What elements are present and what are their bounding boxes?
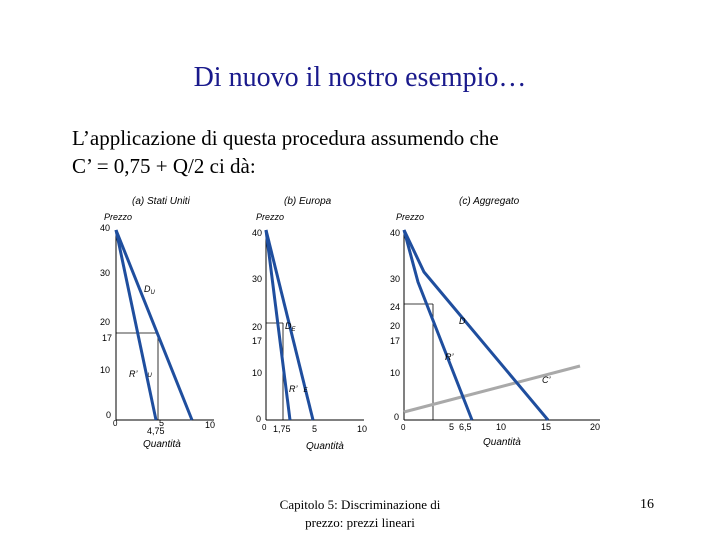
panel-eu-ytick-40: 40 <box>252 228 263 238</box>
panel-us-demand-label <box>144 284 156 296</box>
panel-aggregate <box>390 196 600 448</box>
panel-us <box>100 196 215 450</box>
panel-eu-ytick-17: 17 <box>252 336 263 346</box>
panel-aggregate-xtick-15: 15 <box>541 422 552 432</box>
panel-eu-demand-label <box>285 321 297 333</box>
panel-us-ytick-40: 40 <box>100 223 111 233</box>
panel-eu-ylabel: Prezzo <box>256 212 285 222</box>
slide-title: Di nuovo il nostro esempio… <box>193 62 527 93</box>
footer-line-1: Capitolo 5: Discriminazione di <box>279 497 441 512</box>
panel-aggregate-ytick-10: 10 <box>390 368 401 378</box>
panel-eu-demand-letter: D <box>285 321 292 331</box>
panel-us-ytick-0: 0 <box>106 410 112 420</box>
panel-eu-xtick-5: 5 <box>312 424 318 434</box>
panel-us-xtick-0: 0 <box>113 419 118 428</box>
panel-aggregate-ylabel: Prezzo <box>396 212 425 222</box>
panel-aggregate-ytick-40: 40 <box>390 228 401 238</box>
panel-us-demand-subscript: U <box>150 290 155 296</box>
panel-aggregate-title: (c) Aggregato <box>459 196 520 207</box>
panel-eu <box>252 196 367 452</box>
panel-eu-ytick-0: 0 <box>256 414 262 424</box>
panel-us-xtick-10: 10 <box>205 420 216 430</box>
panel-us-marginal-revenue-curve <box>116 230 156 420</box>
panel-us-ytick-30: 30 <box>100 268 111 278</box>
panel-us-ytick-17: 17 <box>102 333 113 343</box>
panel-aggregate-xtick-20: 20 <box>590 422 601 432</box>
panel-aggregate-ytick-24: 24 <box>390 302 401 312</box>
panel-us-mr-letter: R’ <box>129 369 138 379</box>
panel-eu-ytick-20: 20 <box>252 322 263 332</box>
panel-eu-mr-letter: R’ <box>289 384 298 394</box>
panel-aggregate-demand-curve <box>404 230 548 420</box>
panel-us-mr-subscript: U <box>147 373 152 379</box>
panel-aggregate-demand-label: D <box>459 316 466 326</box>
panel-eu-xtick-10: 10 <box>357 424 368 434</box>
panel-aggregate-ytick-17: 17 <box>390 336 401 346</box>
panel-eu-xtick-0: 0 <box>262 423 267 432</box>
panel-us-xtick-5: 5 <box>159 418 165 428</box>
panel-aggregate-mr-label: R’ <box>445 352 454 362</box>
panel-us-ylabel: Prezzo <box>104 212 133 222</box>
panel-eu-demand-subscript: E <box>291 327 296 333</box>
panel-us-ytick-20: 20 <box>100 317 111 327</box>
panel-aggregate-xtick-65: 6,5 <box>459 422 472 432</box>
panel-aggregate-xtick-5: 5 <box>449 422 455 432</box>
panel-us-ytick-10: 10 <box>100 365 111 375</box>
panel-aggregate-mc-label: C’ <box>542 375 551 385</box>
footer-line-2: prezzo: prezzi lineari <box>305 515 415 530</box>
panel-aggregate-xlabel: Quantità <box>483 437 521 448</box>
panel-aggregate-xtick-10: 10 <box>496 422 507 432</box>
footer-chapter <box>260 496 460 532</box>
page-number: 16 <box>640 497 654 512</box>
panel-us-demand-curve <box>116 230 192 420</box>
panel-aggregate-ytick-20: 20 <box>390 321 401 331</box>
panel-aggregate-xtick-0: 0 <box>401 423 406 432</box>
panel-aggregate-ytick-30: 30 <box>390 274 401 284</box>
intro-line-1: L’applicazione di questa procedura assumendo che <box>72 126 499 150</box>
panel-us-title: (a) Stati Uniti <box>132 196 190 207</box>
panel-eu-ytick-30: 30 <box>252 274 263 284</box>
panel-us-demand-letter: D <box>144 284 151 294</box>
panel-eu-mr-subscript: E <box>303 388 308 394</box>
panel-us-mr-label <box>129 369 153 379</box>
panel-eu-xtick-175: 1,75 <box>273 424 291 434</box>
panel-aggregate-ytick-0: 0 <box>394 412 400 422</box>
panel-eu-xlabel: Quantità <box>306 441 344 452</box>
panel-us-xlabel: Quantità <box>143 439 181 450</box>
panel-us-xtick-475: 4,75 <box>147 426 165 436</box>
panel-eu-ytick-10: 10 <box>252 368 263 378</box>
intro-line-2: C’ = 0,75 + Q/2 ci dà: <box>72 154 256 178</box>
panel-aggregate-marginal-cost-curve <box>404 366 580 412</box>
panel-eu-title: (b) Europa <box>284 196 332 207</box>
